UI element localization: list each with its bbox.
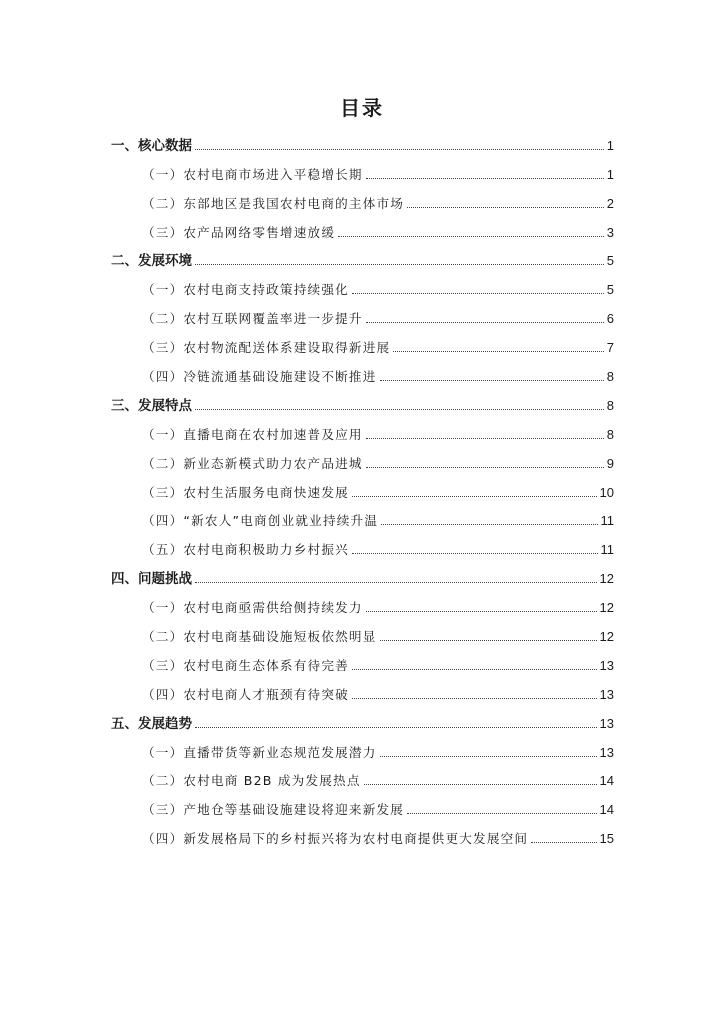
toc-entry[interactable] (111, 559, 614, 588)
toc-entry-page: 13 (599, 657, 614, 673)
toc-entry-label: （三）农村物流配送体系建设取得新进展 (142, 340, 391, 356)
toc-entry-page: 13 (599, 715, 614, 731)
toc-entry-page: 14 (599, 773, 614, 789)
toc-entry[interactable] (111, 444, 614, 473)
toc-entry[interactable] (111, 675, 614, 704)
toc-entry-label: （二）农村互联网覆盖率进一步提升 (142, 311, 363, 327)
toc-entry[interactable] (111, 299, 614, 328)
toc-entry-page: 5 (606, 253, 614, 269)
toc-entry-label: （二）农村电商基础设施短板依然明显 (142, 629, 377, 645)
toc-entry-label: （二）东部地区是我国农村电商的主体市场 (142, 195, 405, 211)
toc-entry-label: （一）农村电商亟需供给侧持续发力 (142, 600, 363, 616)
toc-entry[interactable] (111, 155, 614, 184)
toc-entry[interactable] (111, 617, 614, 646)
toc-entry-label: （二）新业态新模式助力农产品进城 (142, 455, 363, 471)
toc-entry[interactable] (111, 357, 614, 386)
toc-entry-label: （二）农村电商 B2B 成为发展热点 (142, 773, 361, 789)
toc-entry[interactable] (111, 530, 614, 559)
dot-leader (338, 235, 604, 237)
dot-leader (366, 610, 597, 612)
toc-entry-page: 2 (606, 195, 614, 211)
toc-entry[interactable] (111, 588, 614, 617)
toc-entry[interactable] (111, 328, 614, 357)
toc-entry-label: （三）农村电商生态体系有待完善 (142, 657, 349, 673)
toc-entry-page: 6 (606, 311, 614, 327)
toc-entry-page: 8 (606, 397, 614, 413)
toc-entry[interactable] (111, 704, 614, 733)
toc-entry-page: 3 (606, 224, 614, 240)
dot-leader (366, 177, 604, 179)
dot-leader (195, 408, 604, 410)
toc-entry[interactable] (111, 733, 614, 762)
toc-entry-page: 12 (599, 600, 614, 616)
toc-entry-page: 1 (606, 137, 614, 153)
toc-entry-page: 9 (606, 455, 614, 471)
dot-leader (195, 726, 597, 728)
toc-entry-page: 8 (606, 426, 614, 442)
toc-entry-label: 一、核心数据 (111, 137, 192, 154)
toc-entry[interactable] (111, 184, 614, 213)
toc-entry-label: （四）冷链流通基础设施建设不断推进 (142, 369, 377, 385)
toc-entry-label: 三、发展特点 (111, 397, 192, 414)
dot-leader (531, 841, 596, 843)
dot-leader (366, 466, 604, 468)
toc-entry-label: （一）直播电商在农村加速普及应用 (142, 426, 363, 442)
dot-leader (352, 552, 598, 554)
dot-leader (195, 263, 604, 265)
dot-leader (352, 495, 597, 497)
dot-leader (407, 206, 604, 208)
toc-entry-label: （三）产地仓等基础设施建设将迎来新发展 (142, 802, 405, 818)
toc-entry-page: 13 (599, 686, 614, 702)
toc-entry[interactable] (111, 386, 614, 415)
toc-entry-page: 12 (599, 629, 614, 645)
dot-leader (195, 148, 604, 150)
toc-entry-label: （一）直播带货等新业态规范发展潜力 (142, 744, 377, 760)
toc-entry[interactable] (111, 126, 614, 155)
table-of-contents (111, 126, 614, 848)
toc-entry[interactable] (111, 415, 614, 444)
toc-entry[interactable] (111, 270, 614, 299)
toc-title: 目录 (340, 96, 384, 120)
dot-leader (393, 350, 603, 352)
toc-entry-page: 11 (600, 513, 614, 529)
toc-entry[interactable] (111, 473, 614, 502)
toc-entry-page: 8 (606, 369, 614, 385)
toc-entry-label: （三）农村生活服务电商快速发展 (142, 484, 349, 500)
toc-entry-label: （一）农村电商市场进入平稳增长期 (142, 166, 363, 182)
dot-leader (380, 379, 604, 381)
dot-leader (364, 783, 597, 785)
dot-leader (380, 639, 597, 641)
toc-entry-label: （四）新发展格局下的乡村振兴将为农村电商提供更大发展空间 (142, 831, 529, 847)
toc-entry-label: 二、发展环境 (111, 253, 192, 270)
toc-entry-label: 四、问题挑战 (111, 571, 192, 588)
dot-leader (366, 437, 604, 439)
dot-leader (407, 812, 596, 814)
toc-entry-label: （三）农产品网络零售增速放缓 (142, 224, 336, 240)
toc-entry-page: 13 (599, 744, 614, 760)
toc-entry[interactable] (111, 242, 614, 271)
toc-entry-page: 1 (606, 166, 614, 182)
dot-leader (380, 755, 597, 757)
toc-entry-label: （四）“新农人”电商创业就业持续升温 (142, 513, 379, 529)
toc-entry-label: 五、发展趋势 (111, 715, 192, 732)
dot-leader (352, 668, 597, 670)
toc-entry-page: 11 (600, 542, 614, 558)
toc-entry[interactable] (111, 762, 614, 791)
dot-leader (381, 523, 597, 525)
toc-entry[interactable] (111, 213, 614, 242)
toc-entry[interactable] (111, 819, 614, 848)
toc-entry-page: 12 (599, 571, 614, 587)
toc-entry-page: 5 (606, 282, 614, 298)
dot-leader (352, 292, 604, 294)
toc-entry-page: 14 (599, 802, 614, 818)
toc-entry[interactable] (111, 502, 614, 531)
dot-leader (195, 581, 597, 583)
toc-entry-label: （四）农村电商人才瓶颈有待突破 (142, 686, 349, 702)
toc-entry-label: （五）农村电商积极助力乡村振兴 (142, 542, 349, 558)
toc-entry-page: 15 (599, 831, 614, 847)
toc-entry-page: 10 (599, 484, 614, 500)
dot-leader (352, 697, 597, 699)
dot-leader (366, 321, 604, 323)
toc-entry[interactable] (111, 790, 614, 819)
toc-entry-label: （一）农村电商支持政策持续强化 (142, 282, 349, 298)
toc-entry-page: 7 (606, 340, 614, 356)
toc-entry[interactable] (111, 646, 614, 675)
